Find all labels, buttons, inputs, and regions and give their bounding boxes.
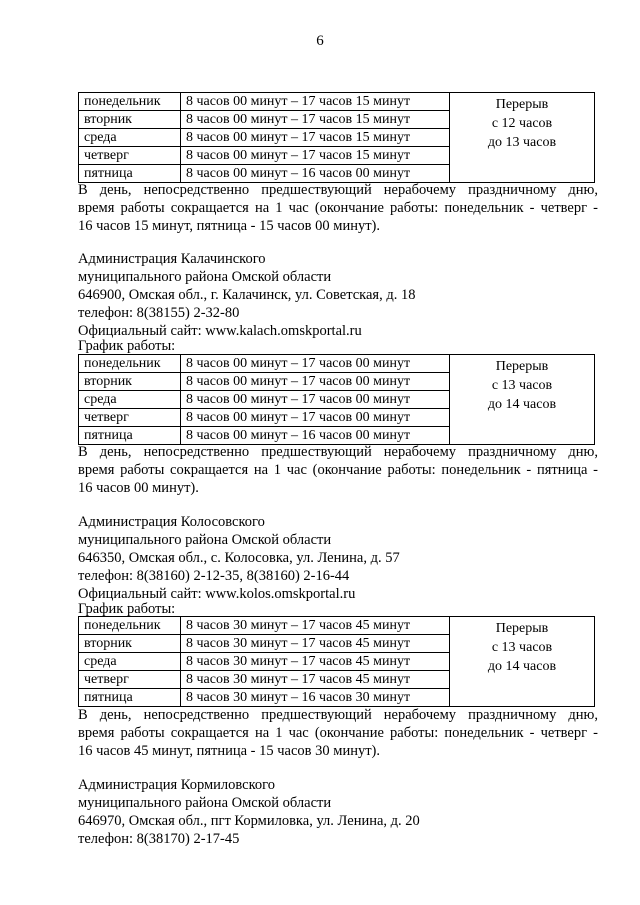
org-phone: телефон: 8(38160) 2-12-35, 8(38160) 2-16-44 [78, 568, 350, 584]
break-line: Перерыв [495, 97, 549, 112]
day-cell: пятница [79, 689, 181, 707]
day-cell: вторник [79, 635, 181, 653]
day-cell: понедельник [79, 617, 181, 635]
org-address: 646350, Омская обл., с. Колосовка, ул. Ленина, д. 57 [78, 550, 400, 566]
org-name: Администрация Калачинского [78, 251, 266, 267]
org-name: Администрация Кормиловского [78, 777, 275, 793]
hours-cell: 8 часов 30 минут – 17 часов 45 минут [181, 635, 450, 653]
schedule-table-0 [78, 92, 595, 183]
note-line: время работы сокращается на 1 час (окончание работы: понедельник - четверг - [78, 200, 598, 216]
schedule-table-kolosovka [78, 616, 595, 707]
note-line: В день, непосредственно предшествующий нерабочему праздничному дню, [78, 444, 598, 460]
day-cell: четверг [79, 147, 181, 165]
org-district: муниципального района Омской области [78, 532, 332, 548]
break-line: Перерыв [495, 621, 549, 636]
break-line: до 14 часов [487, 659, 557, 674]
break-cell [450, 93, 595, 183]
note-0 [78, 181, 598, 235]
org-site: Официальный сайт: www.kolos.omskportal.ru [78, 586, 356, 602]
org-district: муниципального района Омской области [78, 269, 332, 285]
org-address: 646900, Омская обл., г. Калачинск, ул. Советская, д. 18 [78, 287, 416, 303]
break-cell [450, 617, 595, 707]
hours-cell: 8 часов 00 минут – 17 часов 15 минут [181, 147, 450, 165]
table-row [79, 93, 595, 111]
note-line: 16 часов 45 минут, пятница - 15 часов 30 минут). [78, 743, 381, 759]
org-name: Администрация Колосовского [78, 514, 265, 530]
note-kolosovka [78, 706, 598, 760]
break-line: с 13 часов [491, 640, 553, 655]
day-cell: понедельник [79, 355, 181, 373]
note-line: В день, непосредственно предшествующий нерабочему праздничному дню, [78, 707, 598, 723]
kalachinsk-address-block [78, 250, 598, 340]
hours-cell: 8 часов 30 минут – 17 часов 45 минут [181, 671, 450, 689]
note-line: время работы сокращается на 1 час (окончание работы: понедельник - пятница - [78, 462, 598, 478]
hours-cell: 8 часов 00 минут – 17 часов 00 минут [181, 355, 450, 373]
hours-cell: 8 часов 30 минут – 16 часов 30 минут [181, 689, 450, 707]
org-district: муниципального района Омской области [78, 795, 332, 811]
day-cell: вторник [79, 111, 181, 129]
day-cell: вторник [79, 373, 181, 391]
break-cell [450, 355, 595, 445]
break-line: до 13 часов [487, 135, 557, 150]
hours-cell: 8 часов 00 минут – 17 часов 15 минут [181, 111, 450, 129]
hours-cell: 8 часов 30 минут – 17 часов 45 минут [181, 653, 450, 671]
table-row [79, 355, 595, 373]
note-kalachinsk [78, 443, 598, 497]
org-phone: телефон: 8(38170) 2-17-45 [78, 831, 240, 847]
day-cell: пятница [79, 427, 181, 445]
hours-cell: 8 часов 00 минут – 17 часов 15 минут [181, 129, 450, 147]
hours-cell: 8 часов 00 минут – 17 часов 15 минут [181, 93, 450, 111]
day-cell: понедельник [79, 93, 181, 111]
break-line: Перерыв [495, 359, 549, 374]
day-cell: среда [79, 129, 181, 147]
hours-cell: 8 часов 00 минут – 17 часов 00 минут [181, 373, 450, 391]
org-phone: телефон: 8(38155) 2-32-80 [78, 305, 240, 321]
note-line: 16 часов 00 минут). [78, 480, 199, 496]
kolosovka-address-block [78, 513, 598, 603]
note-line: 16 часов 15 минут, пятница - 15 часов 00 минут). [78, 218, 381, 234]
schedule-table-kalachinsk [78, 354, 595, 445]
hours-cell: 8 часов 00 минут – 16 часов 00 минут [181, 165, 450, 183]
hours-cell: 8 часов 30 минут – 17 часов 45 минут [181, 617, 450, 635]
hours-cell: 8 часов 00 минут – 17 часов 00 минут [181, 409, 450, 427]
schedule-label-text: График работы: [78, 601, 176, 617]
hours-cell: 8 часов 00 минут – 16 часов 00 минут [181, 427, 450, 445]
kormilovka-address-block [78, 776, 598, 848]
table-row [79, 617, 595, 635]
schedule-label [78, 337, 598, 355]
day-cell: среда [79, 391, 181, 409]
org-site: Официальный сайт: www.kalach.omskportal.ru [78, 323, 362, 339]
day-cell: четверг [79, 671, 181, 689]
break-line: с 12 часов [491, 116, 553, 131]
org-address: 646970, Омская обл., пгт Кормиловка, ул. Ленина, д. 20 [78, 813, 420, 829]
hours-cell: 8 часов 00 минут – 17 часов 00 минут [181, 391, 450, 409]
note-line: время работы сокращается на 1 час (окончание работы: понедельник - четверг - [78, 725, 598, 741]
page-number: 6 [316, 33, 324, 49]
day-cell: среда [79, 653, 181, 671]
schedule-label-text: График работы: [78, 338, 176, 354]
day-cell: пятница [79, 165, 181, 183]
break-line: с 13 часов [491, 378, 553, 393]
break-line: до 14 часов [487, 397, 557, 412]
day-cell: четверг [79, 409, 181, 427]
note-line: В день, непосредственно предшествующий нерабочему праздничному дню, [78, 182, 598, 198]
